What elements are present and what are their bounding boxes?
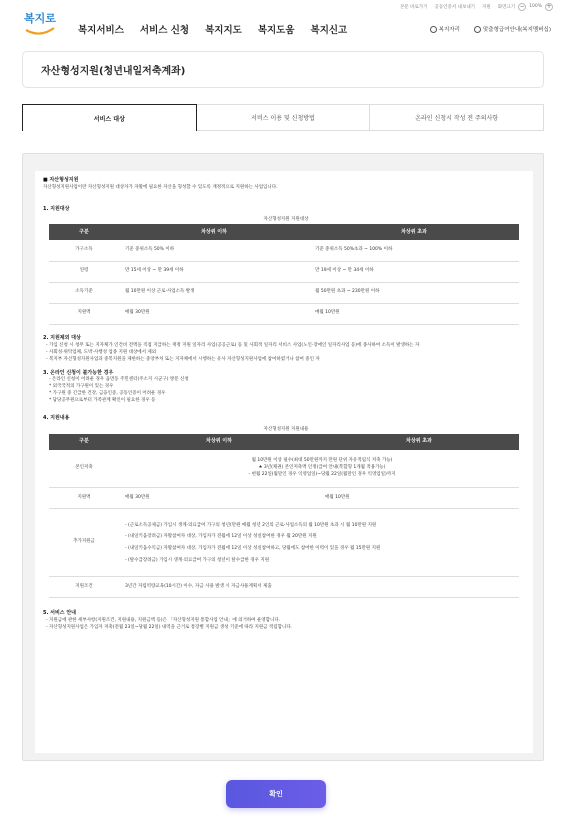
table-row	[49, 488, 519, 509]
table-row	[49, 261, 519, 282]
heading-target: 1. 지원대상	[43, 205, 70, 212]
table-header: 구분	[49, 434, 119, 450]
list-item: * 담당공무원으로부터 가족관계 확인이 필요한 경우 등	[49, 398, 156, 404]
support-table	[49, 434, 519, 599]
cert-export-link[interactable]: 공동인증서 내보내기	[434, 4, 476, 10]
tab-online-caution[interactable]: 온라인 신청시 작성 전 주의사항	[370, 104, 544, 131]
table-cell: 만 15세 이상 ~ 만 39세 이하	[119, 261, 309, 282]
service-info-text: - 자산형성지원사업은 가입자 저축(전월 23일~당월 22일) 내역을 근거로 통장별 지원금 생성 기준에 따라 지원금 적립합니다.	[46, 625, 293, 631]
tab-usage-method[interactable]: 서비스 이용 및 신청방법	[197, 104, 371, 131]
table-cell: 3년간 자립역량교육(10시간) 이수, 자금 사용 발생 시 자금사용계획서 제출	[119, 577, 519, 598]
row-label: 추가지원금	[49, 509, 119, 577]
people-icon	[474, 26, 481, 33]
support-link[interactable]: 지원	[482, 4, 491, 10]
excluded-text: - 사회성·위탁업체, 도박·사행성 업종 지원 대상에서 제외	[46, 349, 157, 355]
heading-service-info: 5. 서비스 안내	[43, 610, 77, 617]
confirm-button[interactable]: 확인	[226, 780, 326, 808]
main-header	[0, 12, 563, 46]
table-cell: 월 10만원 이상 근로·사업소득 발생	[119, 282, 309, 303]
zoom-label: 화면크기	[497, 4, 516, 10]
list-item: - 온라인 신청이 어려운 경우 읍면동 주민센터(주소지 시군구) 방문 신청	[49, 377, 189, 383]
table-row	[49, 509, 519, 577]
heading-no-online: 3. 온라인 신청이 불가능한 경우	[43, 369, 114, 376]
user-icon	[430, 26, 437, 33]
menu-welfare-help[interactable]: 복지도움	[257, 25, 295, 36]
cell-line: - (탈수급장려금) 가입시 생계·의료급여 가구의 청년이 탈수급한 경우 지원	[125, 557, 270, 563]
list-item: * 외국국적의 가구원이 있는 경우	[49, 384, 114, 390]
service-info-text: - 지원금에 관한 세부사항(지원조건, 지원내용, 지원금액 등)은 「자산형성지원 통합사업 안내」에 의거하여 운영합니다.	[46, 618, 281, 624]
membership-link[interactable]: 맞춤형급여안내(복지멤버십)	[474, 25, 551, 33]
page-title	[22, 51, 544, 88]
cell-line: - (내일키움수익금) 자활참여자 대상, 가입자가 전월에 12일 이상 성실참여하고, 당월에도 참여한 이력이 있을 경우 월 15만원 지원	[125, 545, 381, 551]
table-header: 차상위 초과	[309, 224, 519, 240]
menu-welfare-map[interactable]: 복지지도	[205, 25, 242, 36]
utility-bar	[0, 1, 563, 12]
zoom-out-button[interactable]: −	[519, 2, 525, 10]
table-cell: 매월 10만원	[309, 303, 519, 324]
content-panel	[22, 153, 544, 761]
cell-line: - (근로소득공제금) 가입시 생계·의료급여 가구의 청년(만원 매월 청년 2인의 근로·사업소득의 월 10만원 초과 시 월 10만원 지원	[125, 522, 377, 528]
target-table	[49, 224, 519, 325]
row-label: 지원액	[49, 303, 119, 324]
tab-service-target[interactable]: 서비스 대상	[22, 104, 197, 131]
table-row	[49, 240, 519, 261]
cell-line: ★ 3년(채권) 본인저축액 인정(급여 안내(복합형 1개월 적용가능)	[258, 465, 386, 471]
table-row	[49, 303, 519, 324]
table-cell	[119, 450, 519, 488]
table-header: 차상위 초과	[319, 434, 519, 450]
table-row	[49, 577, 519, 598]
zoom-level: 100%	[529, 4, 542, 9]
table-header: 차상위 이하	[119, 434, 319, 450]
table-cell: 매월 30만원	[119, 488, 319, 509]
main-menu	[78, 22, 347, 36]
row-label: 소득기준	[49, 282, 119, 303]
tab-bar	[22, 104, 544, 131]
excluded-text: - 복지부 자산형성지원사업과 중복지원을 제한하는 중앙부처 또는 지자체에서 시행하는 유사 자산형성지원사업에 참여하였거나 참여 중인 자	[46, 356, 320, 362]
table-cell: 기준 중위소득 50%초과 ~ 100% 이하	[309, 240, 519, 261]
table2-caption: 자산형성지원 지원내용	[263, 426, 309, 432]
header-right	[430, 25, 563, 33]
content-paper	[35, 171, 533, 753]
section-desc: 자산형성지원사업이란 자산형성지원 대상자가 자활에 필요한 자산을 형성할 수 있도록 재정적으로 지원하는 사업입니다.	[43, 184, 278, 190]
row-label: 연령	[49, 261, 119, 282]
menu-service-apply[interactable]: 서비스 신청	[139, 25, 190, 36]
zoom-control	[498, 3, 553, 11]
row-label: 가구소득	[49, 240, 119, 261]
row-label: 지원액	[49, 488, 119, 509]
excluded-text: - 가입 신청 시 청무 또는 지자체가 인건비 전액을 직접 지급하는 재정 지원 일자리 사업(공공근로) 등 및 사회적 일자리 서비스 사업(노인·장애인 일자리사업 등)에 종사하여 소득이 발생하는 자	[46, 342, 420, 348]
table-row	[49, 282, 519, 303]
table-cell: 매월 10만원	[319, 488, 519, 509]
table-cell: 만 19세 이상 ~ 만 34세 이하	[309, 261, 519, 282]
heading-support: 4. 지원내용	[43, 415, 70, 422]
skip-link[interactable]: 본문 바로가기	[399, 4, 428, 10]
menu-welfare-service[interactable]: 복지서비스	[78, 25, 124, 36]
cell-line: 월 10만원 이상 필수(최대 50만원까지 만원 단위 자유적립식 저축 가능)	[251, 458, 393, 464]
menu-welfare-report[interactable]: 복지신고	[310, 25, 348, 36]
table-cell: 매월 30만원	[119, 303, 309, 324]
heading-excluded: 2. 지원제외 대상	[43, 334, 81, 341]
no-online-list	[43, 377, 529, 405]
section-title: ■ 자산형성지원	[43, 177, 79, 183]
list-item: * 가구원 중 긴급한 건강, 금융인증, 공동인증이 어려운 경우	[49, 391, 166, 397]
logo[interactable]	[22, 8, 58, 38]
table-header: 차상위 이하	[119, 224, 309, 240]
table-cell: 월 50만원 초과 ~ 230만원 이하	[309, 282, 519, 303]
page-title-text: 자산형성지원(청년내일저축계좌)	[41, 66, 186, 77]
welfare-seat-link[interactable]: 복지자리	[430, 25, 460, 33]
table-header: 구분	[49, 224, 119, 240]
table-cell	[119, 509, 519, 577]
cell-line: - (내일키움장려금) 자활참여자 대상, 가입자가 전월에 12일 이상 성실참여한 경우 월 20만원 지원	[125, 534, 317, 540]
cell-line: - 현월 22일(월말인 경우 익영업일)~당월 22일(월말인 경우 익영업일)까지	[248, 472, 396, 478]
logo-text: 복지로	[24, 12, 56, 25]
table-row	[49, 450, 519, 488]
zoom-in-button[interactable]: +	[546, 2, 552, 10]
row-label: 지원조건	[49, 577, 119, 598]
table1-caption: 자산형성지원 지원대상	[263, 217, 309, 223]
row-label: 본인저축	[49, 450, 119, 488]
table-cell: 기준 중위소득 50% 이하	[119, 240, 309, 261]
